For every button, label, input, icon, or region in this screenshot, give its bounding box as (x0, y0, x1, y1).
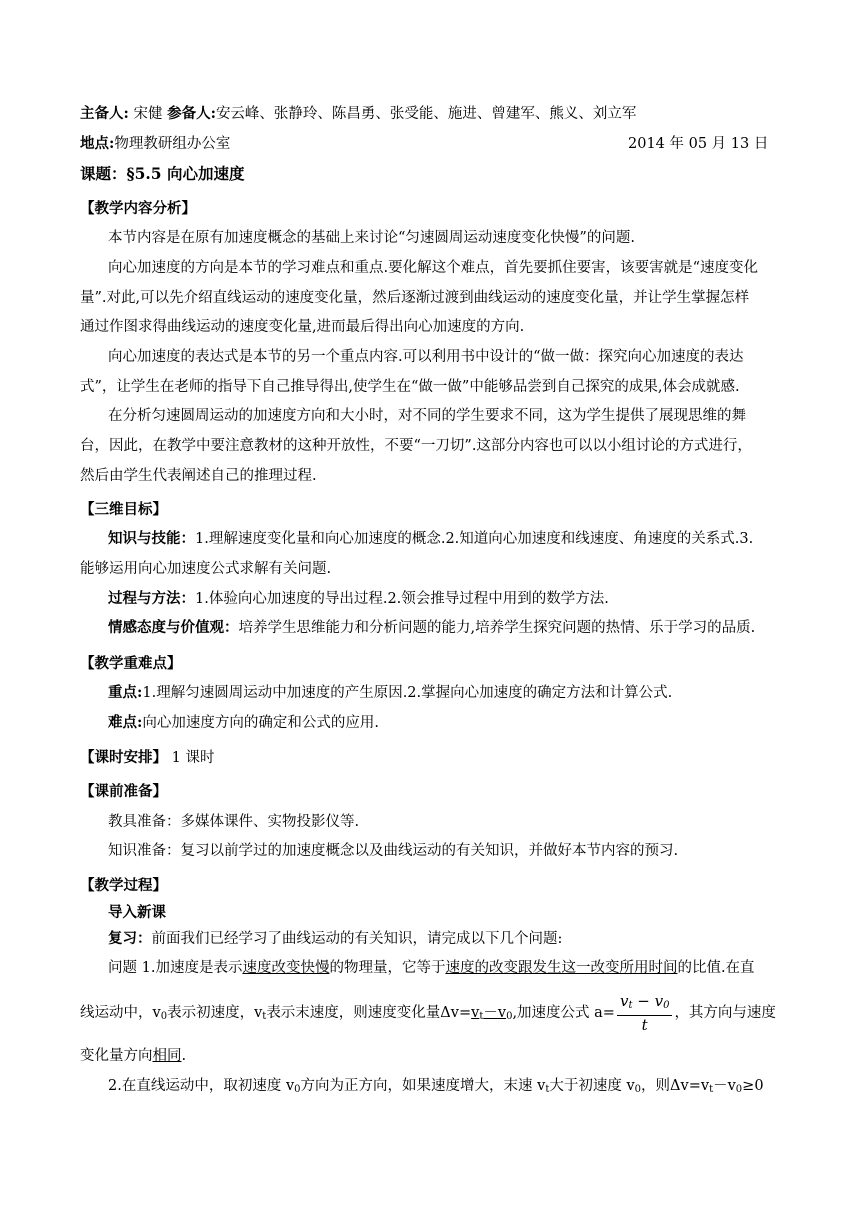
prep-knowledge: 知识准备：复习以前学过的加速度概念以及曲线运动的有关知识，并做好本节内容的预习. (108, 843, 679, 859)
place-value: 物理教研组办公室 (114, 136, 231, 152)
schedule-line (80, 748, 214, 768)
topic-value: §5.5 向心加速度 (126, 164, 245, 183)
analysis-line-8: 台，因此，在教学中要注意教材的这种开放性，不要“一刀切”.这部分内容也可以以小组讨论的方式进行， (80, 438, 752, 454)
sub-zero: 0 (160, 1011, 168, 1022)
goals-heading: 【三维目标】 (80, 501, 167, 518)
q2-sub-0b: 0 (634, 1084, 642, 1095)
num-v0: v (654, 992, 664, 1010)
q2-sub-0c: 0 (735, 1084, 743, 1095)
q2-d: ，则Δv=v (641, 1078, 710, 1094)
delta-v-v0: v (497, 1005, 507, 1021)
delta-sub-t: t (479, 1011, 484, 1022)
analysis-line-5: 向心加速度的表达式是本节的另一个重点内容.可以利用书中设计的“做一做：探究向心加速度的表达 (108, 349, 744, 365)
q2-f: ≥0 (742, 1078, 764, 1094)
delta-sub-0: 0 (506, 1011, 513, 1022)
prep-tools: 教具准备：多媒体课件、实物投影仪等. (108, 814, 360, 830)
process-heading: 【教学过程】 (80, 877, 167, 894)
acceleration-formula (617, 992, 672, 1034)
place-label: 地点: (80, 135, 115, 152)
q1-text-c: 的比值.在直 (677, 960, 755, 976)
intro-title: 导入新课 (108, 904, 166, 921)
analysis-line-2: 向心加速度的方向是本节的学习难点和重点.要化解这个难点，首先要抓住要害，该要害就是“速度变化 (108, 260, 759, 276)
key-label: 重点: (108, 684, 143, 701)
difficulty-text: 向心加速度方向的确定和公式的应用. (142, 715, 379, 731)
analysis-line-4: 通过作图求得曲线运动的速度变化量,进而最后得出向心加速度的方向. (80, 319, 525, 335)
emotion-text: 培养学生思维能力和分析问题的能力,培养学生探究问题的热情、乐于学习的品质. (238, 620, 756, 636)
co-preparer-label: 参备人: (167, 105, 216, 122)
q2-e: －v (713, 1078, 736, 1094)
knowledge-goal (108, 529, 753, 549)
sub-t: t (262, 1011, 267, 1022)
analysis-heading: 【教学内容分析】 (80, 200, 196, 217)
q2-sub-0: 0 (294, 1084, 301, 1095)
question-1-line-3 (80, 1046, 186, 1066)
prep-heading: 【课前准备】 (80, 783, 167, 800)
co-preparer-value: 安云峰、张静玲、陈昌勇、张受能、施进、曾建军、熊义、刘立军 (215, 106, 637, 122)
topic-line (80, 164, 244, 184)
q2-a: 2.在直线运动中，取初速度 v (108, 1078, 295, 1094)
schedule-heading: 【课时安排】 (80, 749, 167, 766)
preparer-line (80, 104, 636, 124)
knowledge-text: 1.理解速度变化量和向心加速度的概念.2.知道向心加速度和线速度、角速度的关系式.3. (195, 531, 754, 547)
analysis-line-3: 量”.对此,可以先介绍直线运动的速度变化量，然后逐渐过渡到曲线运动的速度变化量，并让学生掌握怎样 (80, 290, 750, 306)
q2-sub-t: t (545, 1084, 550, 1095)
delta-v-vt: v (471, 1005, 480, 1021)
q1-l2-d: ,加速度公式 a= (512, 1005, 615, 1021)
num-sub-0: 0 (663, 1000, 670, 1011)
review-label: 复习： (108, 930, 152, 947)
emotion-label: 情感态度与价值观： (108, 619, 239, 636)
formula-numerator: $v_t - v_0$ (617, 992, 672, 1016)
q1-l2-b: 表示初速度，v (167, 1005, 263, 1021)
lead-preparer-label: 主备人: (80, 105, 129, 122)
difficulty-point (108, 713, 379, 733)
question-1-line-2 (80, 992, 776, 1034)
process-label: 过程与方法： (108, 590, 195, 607)
analysis-line-9: 然后由学生代表阐述自己的推理过程. (80, 468, 317, 484)
place-line (80, 134, 230, 154)
num-vt: v (619, 992, 629, 1010)
q1-answer-1: 速度改变快慢 (242, 960, 330, 976)
q1-l2-a: 线运动中，v (80, 1005, 161, 1021)
q1-answer-3: 相同 (152, 1048, 182, 1064)
num-sub-t: t (628, 1000, 633, 1011)
q1-l3-a: 变化量方向 (80, 1048, 153, 1064)
process-goal (108, 589, 609, 609)
review-text: 前面我们已经学习了曲线运动的有关知识，请完成以下几个问题: (151, 931, 563, 947)
q1-l3-b: . (181, 1048, 187, 1064)
q1-l2-c: 表示末速度，则速度变化量Δv= (266, 1005, 472, 1021)
q2-b: 方向为正方向，如果速度增大，末速 v (300, 1078, 546, 1094)
analysis-line-7: 在分析匀速圆周运动的加速度方向和大小时，对不同的学生要求不同，这为学生提供了展现思维的舞 (108, 408, 746, 424)
keypoints-heading: 【教学重难点】 (80, 655, 182, 672)
topic-label: 课题： (80, 164, 127, 183)
q2-c: 大于初速度 v (549, 1078, 635, 1094)
knowledge-label: 知识与技能： (108, 530, 195, 547)
knowledge-goal-cont: 能够运用向心加速度公式求解有关问题. (80, 561, 332, 577)
q1-l2-e: ，其方向与速度 (674, 1005, 776, 1021)
question-2-line-1 (108, 1076, 764, 1100)
key-point (108, 683, 672, 703)
q2-sub-t2: t (709, 1084, 714, 1095)
difficulty-label: 难点: (108, 714, 143, 731)
q1-text-a: 问题 1.加速度是表示 (108, 960, 243, 976)
formula-denominator: t (641, 1016, 648, 1034)
delta-v-answer: $v_t-v_0$ (471, 1005, 513, 1022)
date: 2014 年 05 月 13 日 (628, 136, 769, 152)
schedule-value: 1 课时 (167, 750, 215, 766)
key-text: 1.理解匀速圆周运动中加速度的产生原因.2.掌握向心加速度的确定方法和计算公式. (142, 685, 673, 701)
analysis-line-1: 本节内容是在原有加速度概念的基础上来讨论“匀速圆周运动速度变化快慢”的问题. (108, 230, 635, 246)
lead-preparer-value: 宋健 (128, 106, 168, 122)
analysis-line-6: 式”，让学生在老师的指导下自己推导得出,使学生在“做一做”中能够品尝到自己探究的成果,体会成就感. (80, 379, 740, 395)
process-text: 1.体验向心加速度的导出过程.2.领会推导过程中用到的数学方法. (195, 591, 609, 607)
emotion-goal (108, 618, 755, 638)
review-line (108, 929, 562, 949)
q1-text-b: 的物理量，它等于 (329, 960, 446, 976)
question-1-line-1 (108, 958, 755, 978)
q1-answer-2: 速度的改变跟发生这一改变所用时间 (445, 960, 678, 976)
